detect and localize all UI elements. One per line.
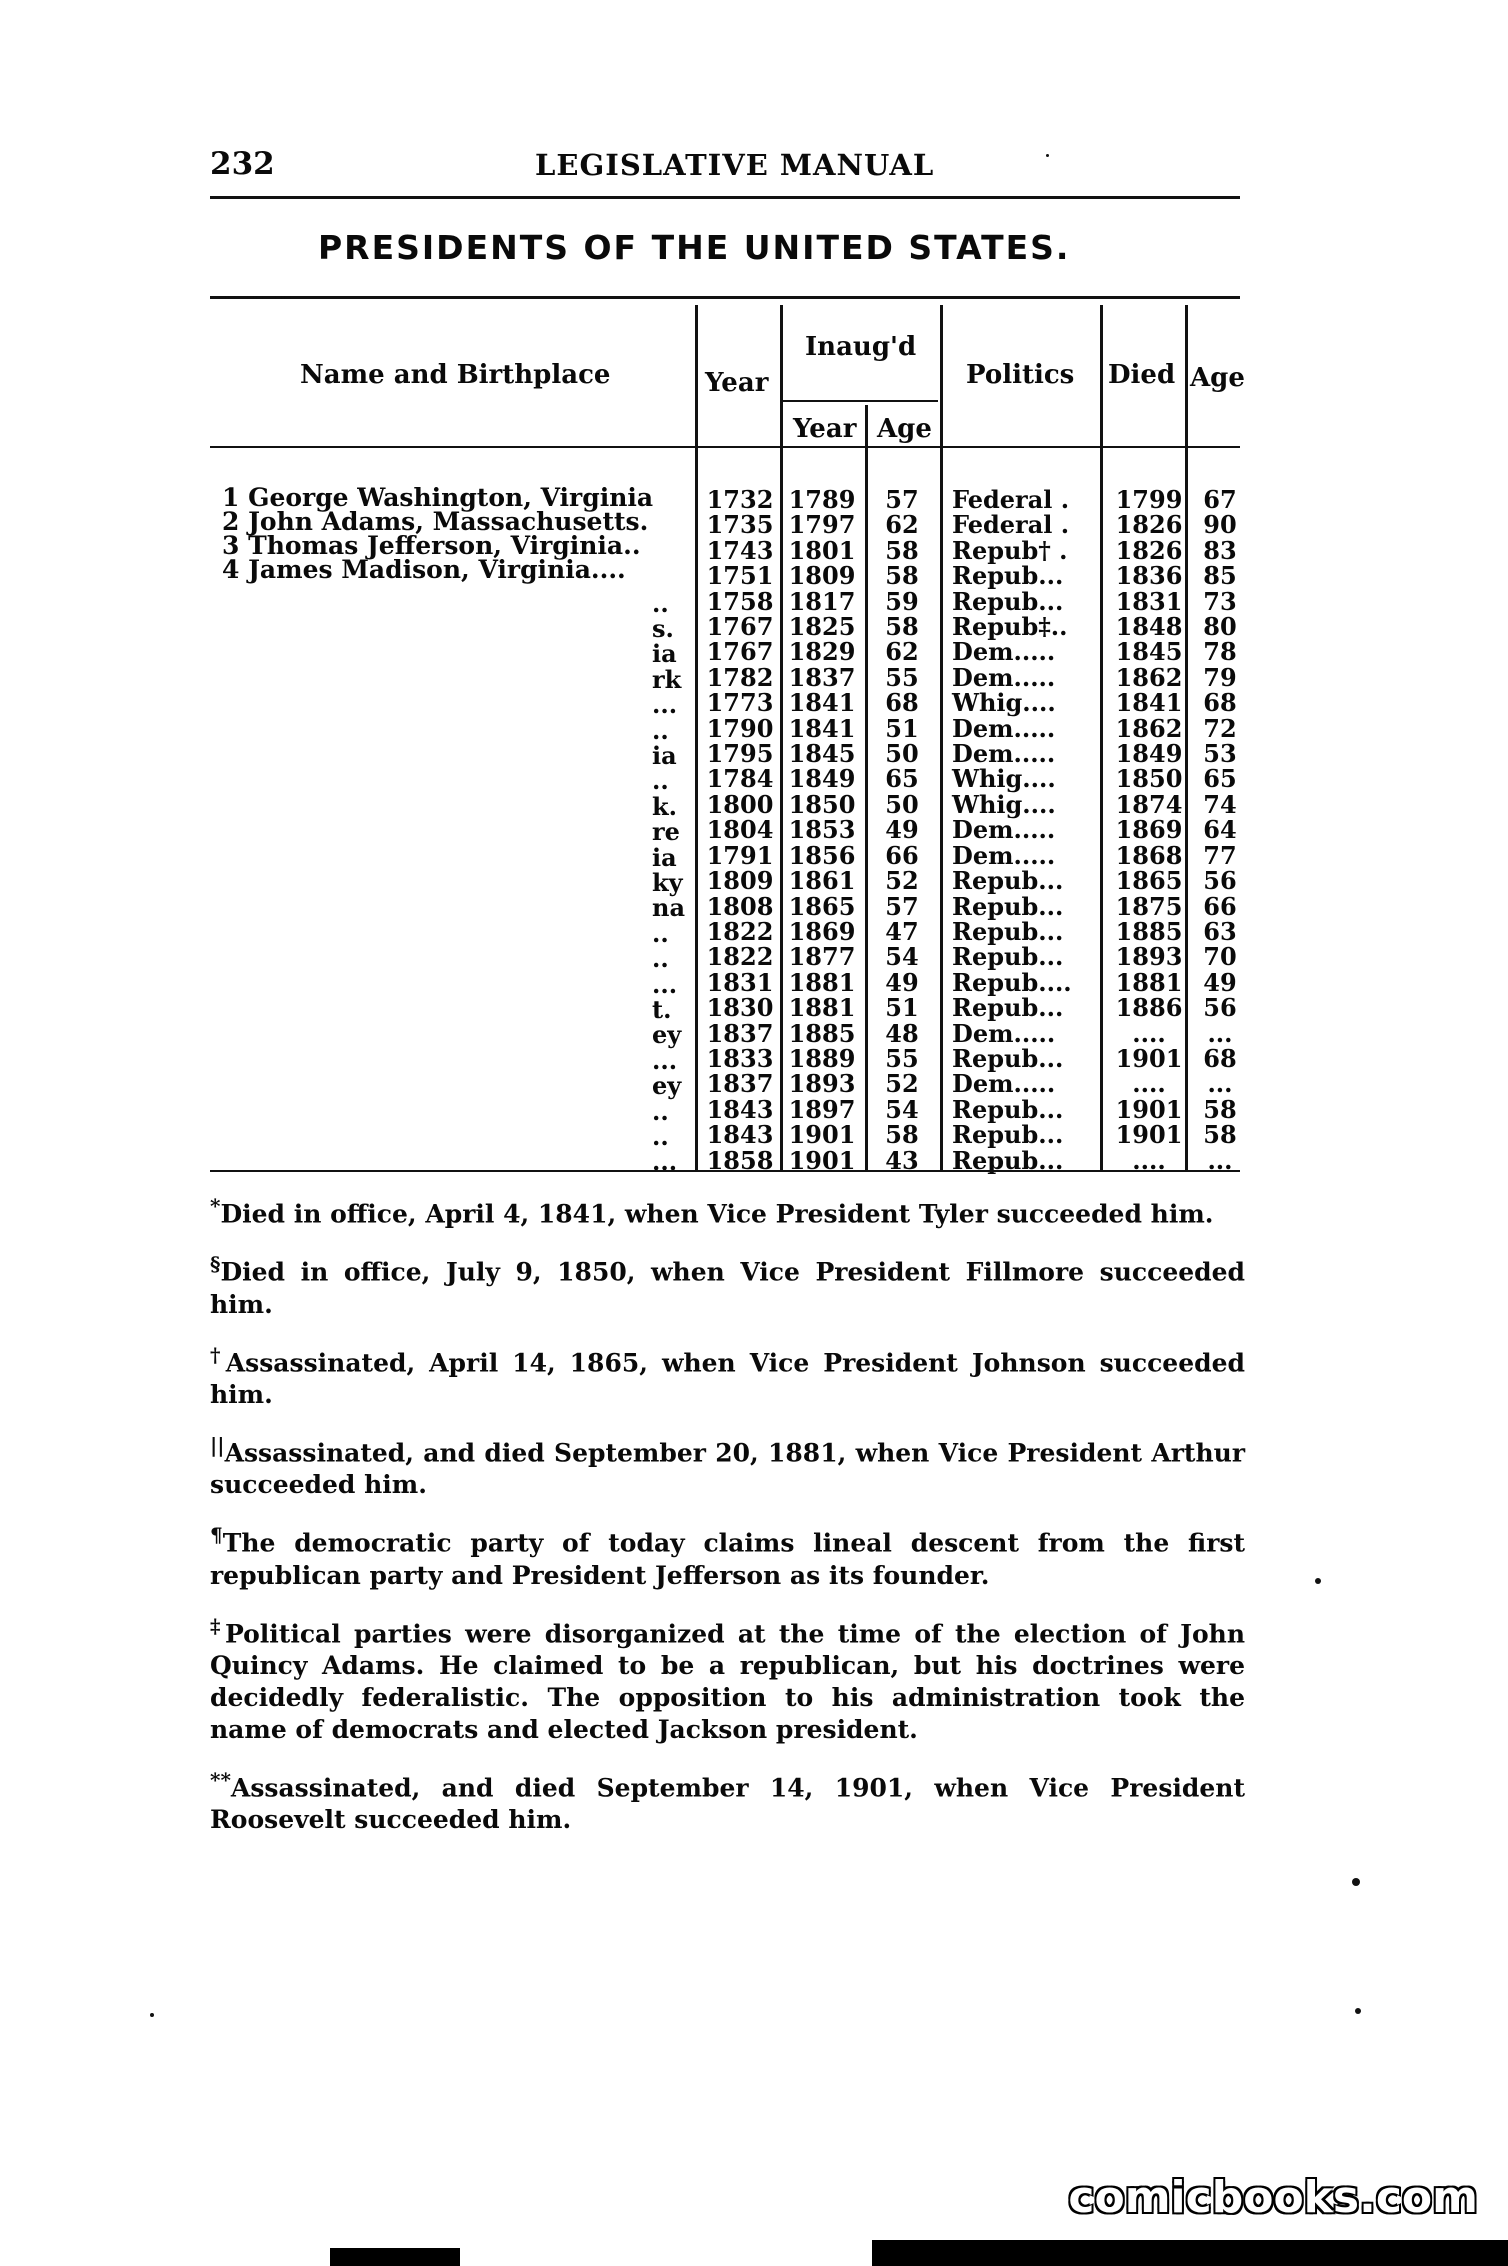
truncated-name: ... xyxy=(652,690,678,720)
cell-iage: 50 xyxy=(885,789,919,819)
cell-politics: Repub† . xyxy=(952,535,1068,565)
cell-iage: 55 xyxy=(885,1043,919,1073)
cell-politics: Dem..... xyxy=(952,637,1056,667)
truncated-name: ... xyxy=(652,1147,678,1177)
cell-died: .... xyxy=(1132,1145,1166,1175)
table-row xyxy=(700,563,1248,588)
truncated-name: rk xyxy=(652,664,682,694)
truncated-name: .. xyxy=(652,1122,669,1151)
cell-died: 1886 xyxy=(1115,993,1183,1023)
cell-died: 1875 xyxy=(1115,891,1183,921)
page-number: 232 xyxy=(210,146,275,182)
table-row xyxy=(700,944,1248,969)
cell-iyear: 1865 xyxy=(788,891,856,921)
table-row xyxy=(700,741,1248,766)
truncated-name: k. xyxy=(652,791,677,821)
column-rule xyxy=(695,305,698,1170)
cell-iage: 65 xyxy=(885,764,919,794)
header-inaugurated: Inaug'd xyxy=(805,332,917,362)
cell-iyear: 1845 xyxy=(788,739,856,769)
cell-age: 70 xyxy=(1203,942,1237,972)
cell-iage: 52 xyxy=(885,866,919,896)
cell-age: 49 xyxy=(1203,967,1237,997)
footnote: *Died in office, April 4, 1841, when Vice President Tyler succeeded him. xyxy=(210,1194,1214,1229)
footnote: †Assassinated, April 14, 1865, when Vice President Johnson succeeded him. xyxy=(210,1342,1245,1409)
cell-year: 1843 xyxy=(706,1094,774,1124)
cell-died: 1799 xyxy=(1115,485,1183,514)
footnote: **Assassinated, and died September 14, 1901, when Vice President Roosevelt succeeded him. xyxy=(210,1767,1245,1835)
table-row xyxy=(700,1021,1248,1046)
table-row xyxy=(700,690,1248,715)
cell-politics: Repub... xyxy=(952,1094,1064,1124)
cell-died: 1849 xyxy=(1115,739,1183,769)
scan-speck xyxy=(1046,154,1049,157)
cell-age: 64 xyxy=(1203,815,1237,845)
truncated-name: .. xyxy=(652,766,669,796)
header-inaug-year: Year xyxy=(793,414,857,444)
table-row xyxy=(700,665,1248,690)
cell-age: 56 xyxy=(1203,993,1237,1023)
table-row xyxy=(700,766,1248,791)
cell-age: 73 xyxy=(1203,586,1237,616)
table-row xyxy=(700,512,1248,537)
name-entry: 3 Thomas Jefferson, Virginia.. xyxy=(222,531,641,560)
cell-iage: 47 xyxy=(885,916,919,946)
page-title: PRESIDENTS OF THE UNITED STATES. xyxy=(318,228,1071,267)
table-row xyxy=(700,716,1248,741)
cell-iyear: 1789 xyxy=(788,485,856,514)
truncated-name: ky xyxy=(652,868,683,897)
cell-iyear: 1856 xyxy=(788,840,856,870)
cell-iyear: 1850 xyxy=(788,789,856,819)
cell-iyear: 1817 xyxy=(788,586,856,616)
cell-age: 68 xyxy=(1203,688,1237,718)
cell-iage: 51 xyxy=(885,993,919,1023)
truncated-name: .. xyxy=(652,588,669,618)
cell-died: 1874 xyxy=(1115,789,1183,819)
cell-year: 1808 xyxy=(706,891,774,921)
cell-iage: 55 xyxy=(885,662,919,692)
cell-politics: Repub... xyxy=(952,891,1064,921)
cell-died: .... xyxy=(1132,1018,1166,1048)
table-row xyxy=(700,792,1248,817)
footnote: ||Assassinated, and died September 20, 1881, when Vice President Arthur succeeded him. xyxy=(210,1432,1245,1500)
cell-politics: Dem..... xyxy=(952,1069,1056,1099)
scan-speck xyxy=(150,2013,154,2017)
cell-politics: Whig.... xyxy=(952,789,1056,819)
cell-iage: 62 xyxy=(885,510,919,540)
cell-politics: Repub... xyxy=(952,942,1064,972)
truncated-name: ey xyxy=(652,1020,682,1050)
cell-iyear: 1877 xyxy=(788,942,856,972)
cell-politics: Dem..... xyxy=(952,1018,1056,1048)
header-year: Year xyxy=(705,368,769,398)
cell-age: 79 xyxy=(1203,662,1237,692)
cell-iyear: 1853 xyxy=(788,815,856,845)
cell-age: 74 xyxy=(1203,789,1237,819)
cell-died: 1868 xyxy=(1115,840,1183,870)
cell-iage: 54 xyxy=(885,1094,919,1124)
cell-iyear: 1837 xyxy=(788,662,856,692)
cell-iyear: 1829 xyxy=(788,637,856,667)
truncated-name: na xyxy=(652,893,685,923)
cell-year: 1837 xyxy=(706,1018,774,1048)
cell-died: 1865 xyxy=(1115,866,1183,896)
cell-iyear: 1869 xyxy=(788,916,856,946)
truncated-name: s. xyxy=(652,614,674,643)
table-row xyxy=(700,919,1248,944)
cell-iyear: 1885 xyxy=(788,1018,856,1048)
cell-iyear: 1797 xyxy=(788,510,856,540)
cell-age: ... xyxy=(1207,1145,1233,1175)
footnotes xyxy=(210,1190,1245,1854)
table-top-rule xyxy=(210,296,1240,299)
cell-year: 1837 xyxy=(706,1069,774,1099)
cell-iage: 57 xyxy=(885,485,919,514)
truncated-name: .. xyxy=(652,1096,669,1126)
cell-year: 1732 xyxy=(706,485,774,514)
cell-year: 1735 xyxy=(706,510,774,540)
cell-politics: Dem..... xyxy=(952,840,1056,870)
cell-iyear: 1841 xyxy=(788,688,856,718)
table-row xyxy=(700,995,1248,1020)
table-row xyxy=(700,970,1248,995)
cell-iage: 58 xyxy=(885,561,919,591)
cell-age: 58 xyxy=(1203,1120,1237,1150)
truncated-name: .. xyxy=(652,715,669,745)
cell-iyear: 1841 xyxy=(788,713,856,743)
cell-iage: 48 xyxy=(885,1018,919,1048)
cell-died: 1831 xyxy=(1115,586,1183,616)
name-column xyxy=(222,483,654,584)
cell-politics: Repub... xyxy=(952,1043,1064,1073)
cell-politics: Dem..... xyxy=(952,815,1056,845)
cell-politics: Dem..... xyxy=(952,713,1056,743)
cell-iage: 58 xyxy=(885,612,919,642)
cell-died: 1869 xyxy=(1115,815,1183,845)
cell-iage: 66 xyxy=(885,840,919,870)
scan-artifact xyxy=(330,2248,460,2266)
name-entry: 1 George Washington, Virginia xyxy=(222,483,654,512)
cell-iage: 52 xyxy=(885,1069,919,1099)
cell-age: 56 xyxy=(1203,866,1237,896)
cell-iage: 58 xyxy=(885,1120,919,1150)
cell-iyear: 1861 xyxy=(788,866,856,896)
cell-iage: 54 xyxy=(885,942,919,972)
table-row xyxy=(700,614,1248,639)
cell-politics: Dem..... xyxy=(952,662,1056,692)
cell-iyear: 1901 xyxy=(788,1120,856,1150)
header-politics: Politics xyxy=(966,360,1075,390)
cell-year: 1758 xyxy=(706,586,774,616)
table-row xyxy=(700,538,1248,563)
scan-speck xyxy=(1355,2008,1361,2014)
cell-iage: 43 xyxy=(885,1145,919,1175)
truncated-name: ia xyxy=(652,639,677,669)
name-entry: 2 John Adams, Massachusetts. xyxy=(222,507,649,536)
cell-iage: 57 xyxy=(885,891,919,921)
truncated-name: ... xyxy=(652,1045,678,1075)
cell-politics: Whig.... xyxy=(952,764,1056,794)
table-row xyxy=(700,487,1248,512)
footnote: §Died in office, July 9, 1850, when Vice President Fillmore succeeded him. xyxy=(210,1252,1245,1319)
cell-iyear: 1825 xyxy=(788,612,856,642)
cell-year: 1743 xyxy=(706,535,774,565)
table-row xyxy=(700,817,1248,842)
cell-died: 1901 xyxy=(1115,1043,1183,1073)
cell-politics: Repub... xyxy=(952,993,1064,1023)
truncated-name: ... xyxy=(652,969,678,999)
table-row xyxy=(700,1122,1248,1147)
truncated-name: ia xyxy=(652,842,677,872)
cell-year: 1773 xyxy=(706,688,774,718)
cell-died: 1893 xyxy=(1115,942,1183,972)
cell-iyear: 1809 xyxy=(788,561,856,591)
cell-age: 72 xyxy=(1203,713,1237,743)
cell-year: 1784 xyxy=(706,764,774,794)
header-died: Died xyxy=(1108,360,1176,390)
cell-died: 1848 xyxy=(1115,612,1183,642)
cell-died: .... xyxy=(1132,1069,1166,1099)
cell-politics: Whig.... xyxy=(952,688,1056,718)
cell-iage: 62 xyxy=(885,637,919,667)
cell-iage: 59 xyxy=(885,586,919,616)
table-bottom-rule xyxy=(210,1170,1240,1172)
table-row xyxy=(700,868,1248,893)
cell-age: 67 xyxy=(1203,485,1237,514)
cell-age: 65 xyxy=(1203,764,1237,794)
watermark: comicbooks.com xyxy=(1068,2172,1478,2223)
scan-speck xyxy=(1352,1878,1360,1886)
table-row xyxy=(700,1097,1248,1122)
cell-age: 83 xyxy=(1203,535,1237,565)
cell-age: 53 xyxy=(1203,739,1237,769)
cell-died: 1845 xyxy=(1115,637,1183,667)
header-rule xyxy=(210,196,1240,199)
cell-died: 1826 xyxy=(1115,535,1183,565)
cell-year: 1831 xyxy=(706,967,774,997)
cell-year: 1751 xyxy=(706,561,774,591)
cell-iyear: 1901 xyxy=(788,1145,856,1175)
cell-year: 1822 xyxy=(706,942,774,972)
name-entry: 4 James Madison, Virginia.... xyxy=(222,555,626,584)
presidents-table xyxy=(700,487,1248,1173)
cell-age: 90 xyxy=(1203,510,1237,540)
scan-artifact xyxy=(872,2240,1508,2266)
cell-age: 80 xyxy=(1203,612,1237,642)
cell-politics: Federal . xyxy=(952,485,1070,514)
cell-iyear: 1889 xyxy=(788,1043,856,1073)
cell-iyear: 1881 xyxy=(788,967,856,997)
cell-iage: 51 xyxy=(885,713,919,743)
cell-politics: Repub.... xyxy=(952,967,1072,997)
cell-politics: Repub... xyxy=(952,561,1064,591)
truncated-name: t. xyxy=(652,995,672,1024)
cell-died: 1836 xyxy=(1115,561,1183,591)
cell-died: 1901 xyxy=(1115,1120,1183,1150)
table-row xyxy=(700,894,1248,919)
cell-year: 1822 xyxy=(706,916,774,946)
cell-year: 1830 xyxy=(706,993,774,1023)
cell-year: 1800 xyxy=(706,789,774,819)
running-title: LEGISLATIVE MANUAL xyxy=(535,148,935,182)
header-subrule xyxy=(783,400,938,402)
cell-iyear: 1893 xyxy=(788,1069,856,1099)
cell-year: 1782 xyxy=(706,662,774,692)
truncated-name: re xyxy=(652,817,680,847)
cell-died: 1862 xyxy=(1115,662,1183,692)
cell-iyear: 1849 xyxy=(788,764,856,794)
cell-politics: Repub... xyxy=(952,866,1064,896)
truncated-name: ia xyxy=(652,741,677,770)
cell-iage: 49 xyxy=(885,967,919,997)
cell-age: 66 xyxy=(1203,891,1237,921)
cell-iyear: 1897 xyxy=(788,1094,856,1124)
table-row xyxy=(700,639,1248,664)
cell-iyear: 1881 xyxy=(788,993,856,1023)
cell-died: 1885 xyxy=(1115,916,1183,946)
cell-year: 1795 xyxy=(706,739,774,769)
table-row xyxy=(700,1071,1248,1096)
cell-year: 1804 xyxy=(706,815,774,845)
cell-age: 78 xyxy=(1203,637,1237,667)
cell-died: 1841 xyxy=(1115,688,1183,718)
table-row xyxy=(700,1046,1248,1071)
footnote: ¶The democratic party of today claims lineal descent from the first republican party and President Jefferson as its founder. xyxy=(210,1523,1245,1590)
cell-politics: Repub... xyxy=(952,586,1064,616)
cell-year: 1767 xyxy=(706,637,774,667)
cell-year: 1858 xyxy=(706,1145,774,1175)
cell-age: 63 xyxy=(1203,916,1237,946)
cell-politics: Repub‡.. xyxy=(952,612,1068,642)
cell-politics: Repub... xyxy=(952,1145,1064,1175)
cell-died: 1850 xyxy=(1115,764,1183,794)
cell-age: 68 xyxy=(1203,1043,1237,1073)
header-bottom-rule xyxy=(210,446,1240,448)
cell-iage: 49 xyxy=(885,815,919,845)
cell-age: 77 xyxy=(1203,840,1237,870)
cell-died: 1862 xyxy=(1115,713,1183,743)
cell-age: ... xyxy=(1207,1018,1233,1048)
header-name: Name and Birthplace xyxy=(300,360,611,390)
cell-politics: Dem..... xyxy=(952,739,1056,769)
table-row xyxy=(700,843,1248,868)
header-inaug-age: Age xyxy=(877,414,932,444)
cell-year: 1809 xyxy=(706,866,774,896)
table-row xyxy=(700,589,1248,614)
truncated-name: .. xyxy=(652,944,669,974)
cell-died: 1881 xyxy=(1115,967,1183,997)
footnote: ‡Political parties were disorganized at the time of the election of John Quincy Adams. He claimed to be a republican, but his doctrines were decidedly federalistic. The opposition to his administration took the name of democrats and elected Jackson president. xyxy=(210,1613,1245,1744)
cell-died: 1901 xyxy=(1115,1094,1183,1124)
cell-year: 1790 xyxy=(706,713,774,743)
cell-year: 1767 xyxy=(706,612,774,642)
cell-politics: Federal . xyxy=(952,510,1070,540)
scan-speck xyxy=(1315,1578,1321,1584)
cell-iage: 68 xyxy=(885,688,919,718)
cell-iyear: 1801 xyxy=(788,535,856,565)
header-age: Age xyxy=(1190,363,1245,393)
cell-died: 1826 xyxy=(1115,510,1183,540)
cell-politics: Repub... xyxy=(952,1120,1064,1150)
cell-age: 85 xyxy=(1203,561,1237,591)
cell-age: 58 xyxy=(1203,1094,1237,1124)
cell-year: 1843 xyxy=(706,1120,774,1150)
cell-year: 1791 xyxy=(706,840,774,870)
cell-year: 1833 xyxy=(706,1043,774,1073)
cell-age: ... xyxy=(1207,1069,1233,1099)
cell-iage: 58 xyxy=(885,535,919,565)
cell-politics: Repub... xyxy=(952,916,1064,946)
truncated-name: .. xyxy=(652,918,669,948)
cell-iage: 50 xyxy=(885,739,919,769)
truncated-name: ey xyxy=(652,1071,682,1101)
